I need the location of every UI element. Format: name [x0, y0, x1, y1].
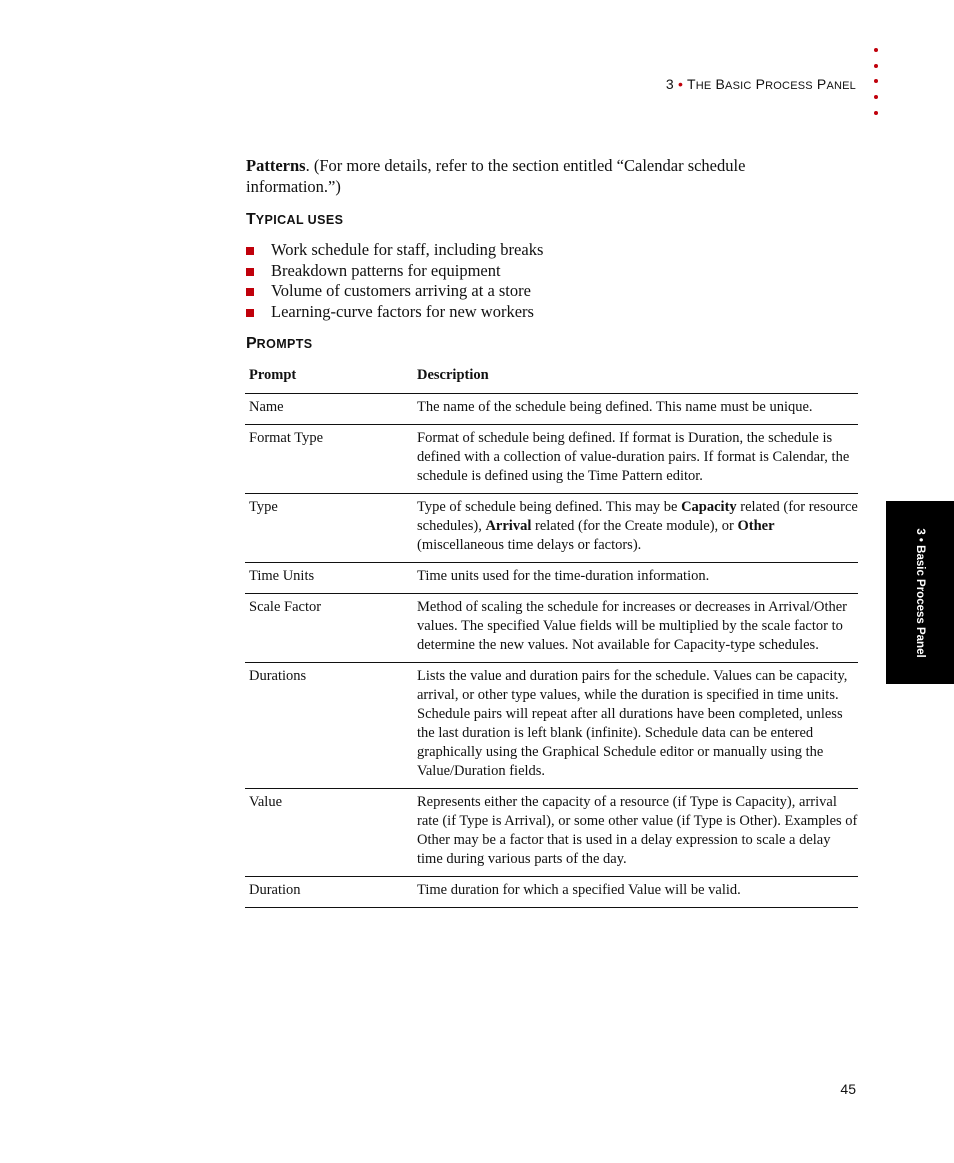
table-row [245, 594, 858, 663]
prompt-cell: Name [245, 394, 413, 425]
description-bold-term: Other [737, 518, 775, 534]
square-bullet-icon [246, 268, 254, 276]
description-cell [413, 663, 858, 789]
list-item-text: Breakdown patterns for equipment [271, 260, 501, 280]
description-text: Time duration for which a specified Value will be valid. [417, 882, 741, 898]
prompt-cell: Time Units [245, 563, 413, 594]
description-text: Represents either the capacity of a resource (if Type is Capacity), arrival rate (if Type is Arrival), or some other value (if Type is Other). Examples of Other may be a factor that is used in a delay expression to scale a delay time during various parts of the day. [417, 794, 858, 867]
dot [874, 79, 878, 83]
description-cell [413, 789, 858, 877]
prompt-cell: Value [245, 789, 413, 877]
title-rest: ASIC [725, 80, 752, 92]
table-row [245, 789, 858, 877]
intro-paragraph [246, 155, 806, 197]
prompt-cell: Duration [245, 877, 413, 908]
title-rest: ROCESS [765, 80, 813, 92]
description-cell [413, 594, 858, 663]
title-initial: P [816, 76, 827, 92]
table-row [245, 425, 858, 494]
description-text: related (for resource schedules), [417, 499, 858, 534]
list-item [246, 281, 543, 302]
title-word [756, 76, 813, 92]
heading-initial: T [246, 211, 256, 228]
page-number: 45 [840, 1081, 856, 1097]
dot [874, 48, 878, 52]
side-tab-label: 3 • Basic Process Panel [914, 527, 926, 658]
title-initial: T [686, 76, 696, 92]
title-initial: P [755, 76, 766, 92]
table-row [245, 394, 858, 425]
description-cell [413, 394, 858, 425]
description-cell [413, 877, 858, 908]
intro-text: . (For more details, refer to the section entitled “Calendar schedule information.”) [246, 156, 746, 196]
decorative-dots [872, 48, 882, 126]
description-text: Format of schedule being defined. If format is Duration, the schedule is defined with a collection of value-duration pairs. If format is Calendar, the schedule is defined using the Time Pattern editor. [417, 430, 850, 484]
description-text: Time units used for the time-duration information. [417, 568, 710, 584]
list-item-text: Learning-curve factors for new workers [271, 301, 534, 321]
description-text: related (for the Create module), or [531, 518, 738, 534]
table-header-row [245, 362, 858, 394]
heading-initial: P [246, 335, 257, 352]
typical-uses-list [246, 240, 543, 322]
typical-uses-heading [246, 211, 343, 229]
table-row [245, 563, 858, 594]
description-text: Type of schedule being defined. This may be [417, 499, 682, 515]
title-word [687, 76, 711, 92]
table-row [245, 877, 858, 908]
description-text: Method of scaling the schedule for increases or decreases in Arrival/Other values. The specified Value fields will be multiplied by the scale factor to determine the new values. Not available for Capacity-type schedules. [417, 599, 848, 653]
dot [874, 64, 878, 68]
list-item [246, 261, 543, 282]
prompt-cell: Type [245, 494, 413, 563]
dot [874, 95, 878, 99]
column-header-prompt: Prompt [245, 362, 413, 394]
prompts-heading [246, 335, 313, 353]
title-rest: ANEL [826, 80, 856, 92]
title-word [817, 76, 856, 92]
table-row [245, 494, 858, 563]
list-item [246, 240, 543, 261]
header-bullet: • [677, 76, 684, 92]
description-bold-term: Arrival [485, 518, 532, 534]
description-cell [413, 563, 858, 594]
dot [874, 111, 878, 115]
title-rest: HE [695, 80, 712, 92]
running-header [666, 76, 856, 92]
column-header-description: Description [413, 362, 858, 394]
description-text: Lists the value and duration pairs for the schedule. Values can be capacity, arrival, or other type values, while the duration is specified in time units. Schedule pairs will repeat after all durations have been completed, unless the last duration is left blank (infinite). Schedule data can be entered graphically using the Graphical Schedule editor or manually using the Value/Duration fields. [417, 668, 848, 779]
list-item [246, 302, 543, 323]
description-bold-term: Capacity [681, 499, 737, 515]
table-row [245, 663, 858, 789]
description-cell [413, 494, 858, 563]
description-text: (miscellaneous time delays or factors). [417, 537, 642, 553]
description-text: The name of the schedule being defined. This name must be unique. [417, 399, 813, 415]
title-initial: B [715, 76, 726, 92]
prompts-table [245, 362, 858, 908]
square-bullet-icon [246, 288, 254, 296]
chapter-side-tab [886, 501, 954, 684]
square-bullet-icon [246, 309, 254, 317]
prompt-cell: Scale Factor [245, 594, 413, 663]
title-word [715, 76, 751, 92]
heading-rest: ROMPTS [256, 337, 313, 351]
prompt-cell: Durations [245, 663, 413, 789]
square-bullet-icon [246, 247, 254, 255]
list-item-text: Work schedule for staff, including breaks [271, 240, 544, 259]
intro-bold-term: Patterns [246, 156, 306, 175]
chapter-title [687, 76, 856, 92]
prompt-cell: Format Type [245, 425, 413, 494]
heading-rest: YPICAL USES [255, 213, 344, 227]
chapter-number: 3 [665, 76, 674, 92]
description-cell [413, 425, 858, 494]
list-item-text: Volume of customers arriving at a store [271, 281, 531, 300]
